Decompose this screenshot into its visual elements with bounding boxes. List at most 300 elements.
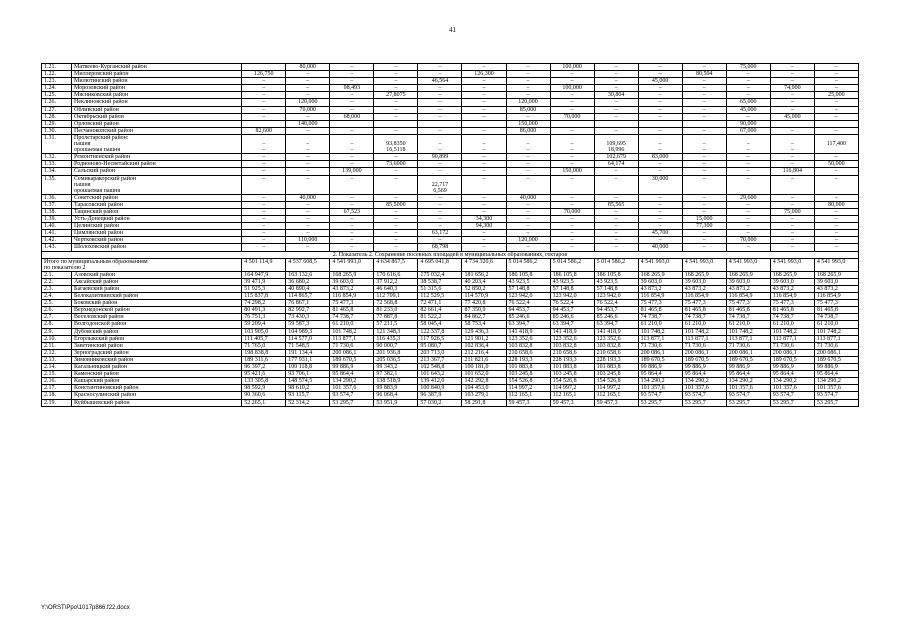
value-cell: 129 436,3 <box>462 328 506 335</box>
value-cell: 99 886,9 <box>330 364 374 371</box>
value-cell: 116 854,9 <box>814 293 858 300</box>
value-cell: 228 193,3 <box>506 356 550 363</box>
value-line: – <box>702 147 706 154</box>
value-cell: 73 430,3 <box>286 314 330 321</box>
value-cell: 71 730,6 <box>330 342 374 349</box>
value-cell <box>330 120 374 127</box>
value-cell: – <box>682 92 726 99</box>
value-cell: 101 748,2 <box>814 328 858 335</box>
value-cell: – <box>682 244 726 251</box>
value-cell: 95 864,4 <box>726 371 770 378</box>
value-cell <box>682 134 726 153</box>
value-cell: 120,000 <box>506 237 550 244</box>
value-cell: 100 840,9 <box>418 385 462 392</box>
row-number: 1.26. <box>42 99 72 106</box>
value-cell: – <box>242 106 286 113</box>
row-number: 1.25. <box>42 92 72 99</box>
value-cell: – <box>242 154 286 161</box>
value-cell: 134 290,2 <box>726 378 770 385</box>
value-cell: – <box>286 127 330 134</box>
value-cell: 126,300 <box>462 71 506 78</box>
value-cell: – <box>594 71 638 78</box>
value-line <box>509 188 548 194</box>
district-name-line: пашня <box>74 141 91 148</box>
value-cell: – <box>330 99 374 106</box>
table-row <box>42 349 859 356</box>
row-number: 1.36. <box>42 194 72 201</box>
total-value: 5 014 586,2 <box>594 258 638 271</box>
value-line: – <box>350 147 354 154</box>
value-cell: 63 394,7 <box>506 321 550 328</box>
value-line: 109,695 <box>606 141 626 148</box>
value-cell: – <box>770 237 814 244</box>
row-number: 1.43. <box>42 244 72 251</box>
value-cell: – <box>242 230 286 237</box>
value-cell: 101 652,0 <box>462 371 506 378</box>
value-cell: 163 132,6 <box>286 271 330 278</box>
value-cell: 101 883,8 <box>506 364 550 371</box>
value-cell: – <box>506 201 550 208</box>
value-cell: – <box>638 201 682 208</box>
value-cell: 43 873,2 <box>726 286 770 293</box>
row-number: 1.38. <box>42 208 72 215</box>
value-cell: – <box>550 106 594 113</box>
total-value: 4 541 993,0 <box>814 258 858 271</box>
value-cell <box>770 175 814 194</box>
value-cell: 177 931,1 <box>286 356 330 363</box>
value-cell <box>550 175 594 194</box>
district-name: Кашарский район <box>72 378 242 385</box>
table-row <box>42 307 859 314</box>
value-cell: – <box>462 113 506 120</box>
value-cell: 53 295,7 <box>770 399 814 406</box>
value-cell: 141 418,9 <box>506 328 550 335</box>
value-cell: – <box>242 208 286 215</box>
value-cell: 40,000 <box>506 194 550 201</box>
value-cell: 84 862,7 <box>462 314 506 321</box>
total-value: 4 695 041,8 <box>418 258 462 271</box>
value-cell: – <box>814 194 858 201</box>
value-cell: – <box>462 230 506 237</box>
value-cell: – <box>506 208 550 215</box>
value-cell: – <box>638 113 682 120</box>
value-cell: 120,000 <box>286 99 330 106</box>
value-cell: 43 873,2 <box>682 286 726 293</box>
value-cell: 30,804 <box>594 92 638 99</box>
value-cell: 85 246,6 <box>594 314 638 321</box>
total-value: 4 541 993,0 <box>770 258 814 271</box>
value-cell: 58 291,8 <box>462 399 506 406</box>
value-cell <box>242 134 286 153</box>
value-cell: 100 181,0 <box>462 364 506 371</box>
value-cell: – <box>242 92 286 99</box>
value-cell: 58 753,4 <box>462 321 506 328</box>
value-cell: – <box>550 78 594 85</box>
value-cell: 150,000 <box>550 168 594 175</box>
value-cell: 99 886,9 <box>682 364 726 371</box>
table-row <box>42 271 859 278</box>
value-cell: 85,5000 <box>374 201 418 208</box>
row-number: 1.42. <box>42 237 72 244</box>
value-cell: 154 526,8 <box>550 378 594 385</box>
value-cell: 112 165,1 <box>594 392 638 399</box>
value-cell: – <box>506 223 550 230</box>
value-cell: – <box>814 154 858 161</box>
value-cell: 85 246,6 <box>550 314 594 321</box>
value-cell <box>286 134 330 153</box>
value-cell: 168 265,9 <box>682 271 726 278</box>
value-cell: – <box>814 85 858 92</box>
value-cell: – <box>330 161 374 168</box>
value-cell: 104 989,3 <box>286 328 330 335</box>
value-line: – <box>526 175 530 182</box>
value-cell: – <box>550 230 594 237</box>
value-cell: – <box>242 99 286 106</box>
value-cell: – <box>638 194 682 201</box>
table-row <box>42 201 859 208</box>
value-cell: – <box>330 201 374 208</box>
value-cell: 148 574,5 <box>286 378 330 385</box>
value-line: – <box>350 175 354 182</box>
value-cell: 154 526,8 <box>594 378 638 385</box>
value-cell: 98 610,2 <box>286 385 330 392</box>
value-cell: 116 854,9 <box>330 293 374 300</box>
value-cell: 113 877,1 <box>770 335 814 342</box>
total-value: 4 734 320,6 <box>462 258 506 271</box>
value-cell <box>506 175 550 194</box>
value-cell: 75 477,3 <box>682 300 726 307</box>
value-cell: – <box>242 223 286 230</box>
value-cell: 58 045,4 <box>418 321 462 328</box>
row-number: 2.17. <box>42 385 72 392</box>
value-cell: 95 080,7 <box>418 342 462 349</box>
value-line <box>597 188 636 194</box>
value-cell: – <box>550 71 594 78</box>
value-cell: 138 518,9 <box>374 378 418 385</box>
value-cell: 74,000 <box>770 85 814 92</box>
value-cell: – <box>814 223 858 230</box>
value-cell: 74 738,7 <box>770 314 814 321</box>
value-cell: 100,000 <box>550 64 594 71</box>
value-cell: 85,000 <box>506 106 550 113</box>
value-cell: 186 105,8 <box>550 271 594 278</box>
value-cell: 74 298,2 <box>242 300 286 307</box>
section-title: 2. Показатель 2. Сохранение посевных площадей в муниципальных образованиях, гектаров <box>42 251 859 258</box>
district-name: Волгодонской район <box>72 321 242 328</box>
value-cell: 142 292,8 <box>462 378 506 385</box>
value-cell: – <box>594 216 638 223</box>
value-cell: – <box>506 92 550 99</box>
value-cell: – <box>770 106 814 113</box>
value-cell: 75 477,3 <box>726 300 770 307</box>
table-row <box>42 161 859 168</box>
value-cell: 68,798 <box>418 244 462 251</box>
district-name: Родионово-Несветайский район <box>72 161 242 168</box>
value-cell: 168 265,9 <box>330 271 374 278</box>
value-cell: – <box>462 127 506 134</box>
value-cell: 95 864,4 <box>682 371 726 378</box>
value-cell: 80,504 <box>682 71 726 78</box>
value-cell: 72 471,1 <box>418 300 462 307</box>
table-row <box>42 175 859 194</box>
district-name: Дубовский район <box>72 328 242 335</box>
value-cell: 39 603,0 <box>330 278 374 285</box>
value-cell: 96 387,9 <box>418 392 462 399</box>
value-cell: 228 193,3 <box>594 356 638 363</box>
value-cell <box>814 120 858 127</box>
value-line: – <box>306 141 310 148</box>
value-cell: – <box>638 168 682 175</box>
value-line <box>553 188 592 194</box>
value-cell: – <box>462 168 506 175</box>
value-cell <box>594 120 638 127</box>
value-cell: 67,000 <box>726 127 770 134</box>
value-cell: 83,000 <box>638 154 682 161</box>
row-number: 2.12. <box>42 349 72 356</box>
value-cell: – <box>550 244 594 251</box>
value-cell: 101 357,6 <box>726 385 770 392</box>
value-cell <box>506 134 550 153</box>
value-cell: 111 405,7 <box>242 335 286 342</box>
value-cell <box>682 120 726 127</box>
value-cell: 100,000 <box>550 85 594 92</box>
district-name: Целинский район <box>72 223 242 230</box>
value-cell: – <box>726 216 770 223</box>
value-cell: 189 670,5 <box>682 356 726 363</box>
value-cell: – <box>374 194 418 201</box>
value-cell: 77,300 <box>682 223 726 230</box>
district-name: Белокалитвинский район <box>72 293 242 300</box>
value-line <box>773 188 812 194</box>
row-number: 2.19. <box>42 399 72 406</box>
value-cell: 81 465,8 <box>330 307 374 314</box>
value-cell: 61 210,0 <box>638 321 682 328</box>
value-cell: 95 864,4 <box>770 371 814 378</box>
value-cell: 93 706,1 <box>286 371 330 378</box>
value-cell: – <box>770 154 814 161</box>
value-cell: 43 923,5 <box>594 278 638 285</box>
value-cell: 61 210,0 <box>814 321 858 328</box>
value-cell: 103 832,8 <box>594 342 638 349</box>
district-name <box>72 134 242 153</box>
value-cell: 210 658,6 <box>506 349 550 356</box>
value-cell: 101 357,6 <box>770 385 814 392</box>
value-cell: – <box>330 78 374 85</box>
value-cell: 168 265,9 <box>770 271 814 278</box>
value-line: 22,717 <box>431 181 449 188</box>
value-cell: 102,679 <box>594 154 638 161</box>
value-cell: 103 279,1 <box>462 392 506 399</box>
value-cell: 101 357,6 <box>682 385 726 392</box>
value-cell: 73,6000 <box>374 161 418 168</box>
value-cell: 43 873,2 <box>814 286 858 293</box>
value-cell: 82 661,4 <box>418 307 462 314</box>
value-cell: 113 877,1 <box>330 335 374 342</box>
total-label-line: Итого по муниципальным образованиям <box>44 258 148 265</box>
row-number: 2.10. <box>42 335 72 342</box>
value-cell: 99 343,2 <box>374 364 418 371</box>
value-cell: 90,000 <box>726 120 770 127</box>
value-cell: 116 854,9 <box>638 293 682 300</box>
value-cell <box>242 120 286 127</box>
value-cell: – <box>682 106 726 113</box>
value-cell: 102 548,8 <box>418 364 462 371</box>
value-cell: – <box>462 161 506 168</box>
value-cell: 75 477,3 <box>770 300 814 307</box>
value-cell: – <box>286 161 330 168</box>
value-cell: – <box>330 194 374 201</box>
value-line <box>464 188 503 194</box>
value-cell: 94 453,7 <box>550 307 594 314</box>
row-number: 2.5. <box>42 300 72 307</box>
value-cell: – <box>814 168 858 175</box>
value-cell: 139,000 <box>330 168 374 175</box>
table-row <box>42 85 859 92</box>
row-number: 1.22. <box>42 71 72 78</box>
value-cell: – <box>814 230 858 237</box>
value-cell: 116 854,9 <box>770 293 814 300</box>
value-cell: – <box>550 161 594 168</box>
value-cell <box>726 134 770 153</box>
value-cell <box>638 120 682 127</box>
district-name: Константиновский район <box>72 385 242 392</box>
value-cell: – <box>286 230 330 237</box>
value-cell: 70,000 <box>726 237 770 244</box>
value-cell: 75,000 <box>770 208 814 215</box>
value-cell: – <box>374 154 418 161</box>
value-cell: – <box>330 92 374 99</box>
value-cell: 95 421,6 <box>242 371 286 378</box>
value-cell: – <box>462 154 506 161</box>
value-cell: 96 397,2 <box>242 364 286 371</box>
value-cell <box>814 175 858 194</box>
value-cell: – <box>682 237 726 244</box>
district-name: Тарасовский район <box>72 201 242 208</box>
value-cell: – <box>814 208 858 215</box>
value-cell: – <box>506 78 550 85</box>
value-cell: – <box>418 216 462 223</box>
row-number: 1.27. <box>42 106 72 113</box>
total-value: 4 541 993,0 <box>330 258 374 271</box>
value-cell: 39 603,0 <box>638 278 682 285</box>
value-cell: – <box>726 154 770 161</box>
value-cell: – <box>286 154 330 161</box>
value-cell: 210 658,6 <box>550 349 594 356</box>
value-cell: – <box>462 201 506 208</box>
value-cell: 71 548,5 <box>286 342 330 349</box>
value-line: – <box>438 141 442 148</box>
row-number: 2.3. <box>42 286 72 293</box>
value-line: – <box>746 141 750 148</box>
value-cell <box>286 175 330 194</box>
value-cell: 40 203,4 <box>462 278 506 285</box>
value-cell: 212 216,4 <box>462 349 506 356</box>
value-cell: 45,000 <box>638 78 682 85</box>
value-cell: – <box>550 127 594 134</box>
value-cell <box>682 175 726 194</box>
value-cell: 98 592,9 <box>242 385 286 392</box>
value-cell: – <box>374 223 418 230</box>
value-cell: – <box>770 71 814 78</box>
value-cell <box>638 134 682 153</box>
value-cell: 114 570,9 <box>462 293 506 300</box>
value-cell: – <box>770 201 814 208</box>
value-cell: 70,000 <box>286 106 330 113</box>
row-number: 2.16. <box>42 378 72 385</box>
value-cell: – <box>418 237 462 244</box>
value-cell: 53 951,9 <box>374 399 418 406</box>
value-cell: – <box>770 194 814 201</box>
value-cell <box>374 120 418 127</box>
value-cell: – <box>682 208 726 215</box>
value-cell: 200 086,1 <box>638 349 682 356</box>
value-cell: 81 465,8 <box>638 307 682 314</box>
value-cell: – <box>594 230 638 237</box>
value-cell: 112 529,5 <box>418 293 462 300</box>
table-row <box>42 321 859 328</box>
value-cell: – <box>726 201 770 208</box>
value-cell: 203 713,0 <box>418 349 462 356</box>
row-number: 2.6. <box>42 307 72 314</box>
value-line: – <box>834 175 838 182</box>
value-cell: – <box>506 230 550 237</box>
value-cell: 45,700 <box>638 230 682 237</box>
value-cell: 99 886,9 <box>770 364 814 371</box>
total-value: 4 501 114,9 <box>242 258 286 271</box>
value-cell: 189 670,5 <box>814 356 858 363</box>
value-cell <box>594 175 638 194</box>
value-cell <box>418 134 462 153</box>
total-value: 5 014 586,2 <box>506 258 550 271</box>
value-cell: – <box>594 127 638 134</box>
value-line: – <box>790 141 794 148</box>
value-cell: 134 290,2 <box>330 378 374 385</box>
value-cell: – <box>814 127 858 134</box>
value-cell: – <box>726 71 770 78</box>
value-line: – <box>262 175 266 182</box>
table-row <box>42 127 859 134</box>
value-line: – <box>482 141 486 148</box>
district-name: Егорлыкский район <box>72 335 242 342</box>
value-cell: 81 522,2 <box>418 314 462 321</box>
value-cell <box>550 134 594 153</box>
table-row <box>42 399 859 406</box>
district-name: Сальский район <box>72 168 242 175</box>
value-cell: 38 538,7 <box>418 278 462 285</box>
value-line: – <box>570 175 574 182</box>
value-cell: – <box>330 106 374 113</box>
value-cell: 53 295,7 <box>330 399 374 406</box>
value-cell: 122 337,8 <box>418 328 462 335</box>
district-name <box>72 175 242 194</box>
value-cell: 39 471,9 <box>242 278 286 285</box>
table-row <box>42 364 859 371</box>
value-cell: 46,564 <box>418 78 462 85</box>
value-cell: – <box>682 85 726 92</box>
value-cell: – <box>770 230 814 237</box>
value-cell: 90 360,6 <box>242 392 286 399</box>
value-cell: 57 148,8 <box>594 286 638 293</box>
value-cell: 43 873,2 <box>638 286 682 293</box>
district-name-line: орошаемая пашня <box>74 147 121 154</box>
value-cell: 201 936,8 <box>374 349 418 356</box>
value-cell: 46 640,3 <box>374 286 418 293</box>
row-number: 1.41. <box>42 230 72 237</box>
district-name: Шолоховский район <box>72 244 242 251</box>
value-cell: – <box>462 78 506 85</box>
value-cell: – <box>814 106 858 113</box>
value-cell: 81 465,8 <box>682 307 726 314</box>
